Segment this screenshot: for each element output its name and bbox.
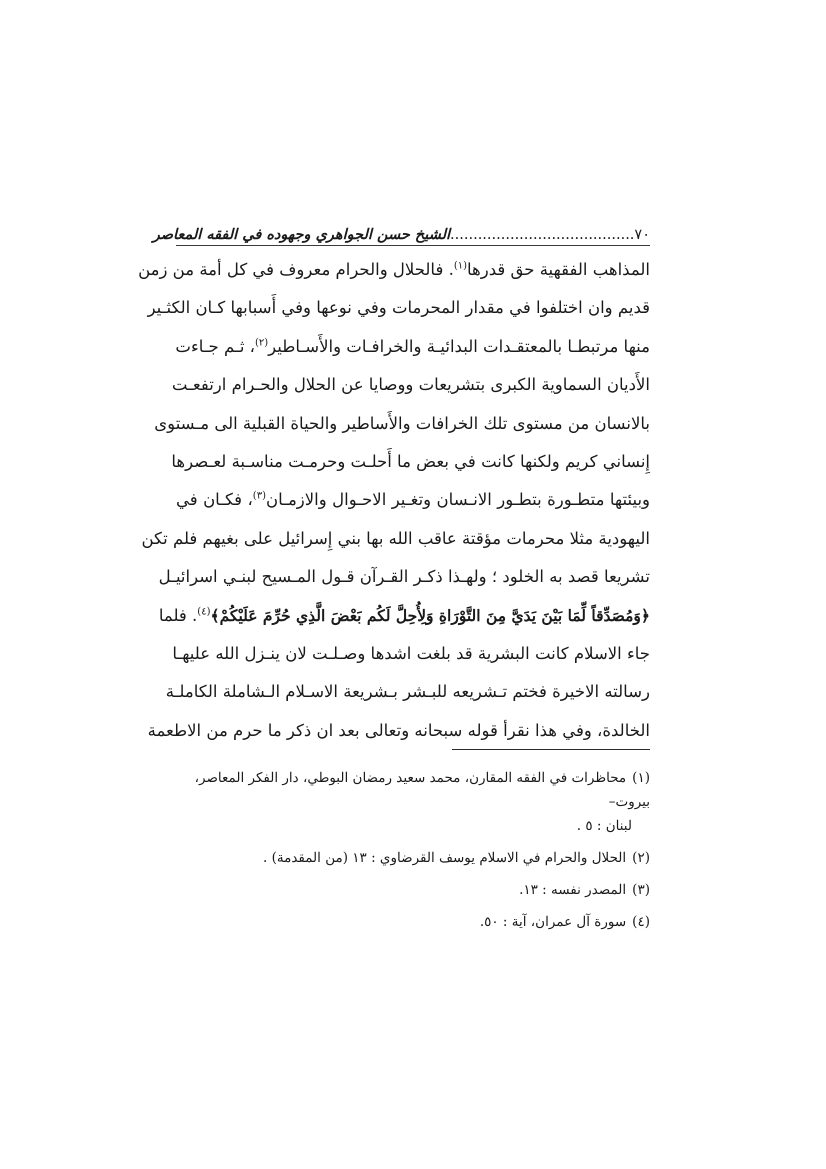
page-number: ٧٠ <box>634 227 650 243</box>
footnote-separator <box>452 749 650 750</box>
footnote <box>176 766 650 838</box>
footnote-ref[interactable]: (٢) <box>254 337 269 349</box>
footnote-text: سورة آل عمران، آية : ٥٠. <box>479 914 627 930</box>
body-text <box>138 251 650 750</box>
footnote-ref[interactable]: (١) <box>453 260 468 272</box>
leader-dots: ........................................ <box>450 227 635 243</box>
body-line: إِنساني كريم ولكنها كانت في بعض ما أَحلـت وحرمـت مناسـبة لعـصرها <box>171 451 650 471</box>
footnote-text: المصدر نفسه : ١٣. <box>519 882 627 898</box>
footnote-text: الحلال والحرام في الاسلام يوسف القرضاوي : ١٣ (من المقدمة) . <box>263 850 627 866</box>
quran-verse: ﴿وَمُصَدِّقاً لِّمَا بَيْنَ يَدَيَّ مِنَ التَّوْرَاةِ وَلِأُحِلَّ لَكُم بَعْضَ الَّذِي حُرِّمَ عَلَيْكُمْ﴾ <box>210 605 650 625</box>
footnote-ref[interactable]: (٤) <box>197 606 211 618</box>
footnote <box>176 878 650 902</box>
footnote-number: (٤) <box>632 914 650 930</box>
footnotes <box>176 766 650 942</box>
body-line: المذاهب الفقهية حق قدرها$^{(١)}$. فالحلال والحرام معروف في كل أمة من زمن <box>138 260 650 279</box>
body-line: رسالته الاخيرة فختم تـشريعه للبـشر بـشريعة الاسـلام الـشاملة الكاملـة <box>165 682 650 702</box>
footnote-number: (٢) <box>632 850 650 866</box>
body-line: اليهودية مثلا محرمات مؤقتة عاقب الله بها بني إِسرائيل على بغيهم فلم تكن <box>141 528 650 548</box>
footnote <box>176 846 650 870</box>
page-header <box>152 217 650 246</box>
body-line: الخالدة، وفي هذا نقرأ قوله سبحانه وتعالى بعد ان ذكر ما حرم من الاطعمة <box>147 720 650 740</box>
footnote <box>176 910 650 934</box>
body-line: وبيئتها متطـورة بتطـور الانـسان وتغـير الاحـوال والازمـان$^{(٣)}$، فكـان في <box>176 490 650 510</box>
footnote-number: (١) <box>632 770 650 786</box>
footnote-number: (٣) <box>632 882 650 898</box>
footnote-ref[interactable]: (٣) <box>252 490 266 502</box>
body-line: جاء الاسلام كانت البشرية قد بلغت اشدها وصـلـت لان ينـزل الله عليهـا <box>172 643 650 663</box>
body-line: منها مرتبطـا بالمعتقـدات البدائيـة والخرافـات والأَسـاطير$^{(٢)}$، ثـم جـاءت <box>175 336 650 356</box>
running-title: الشيخ حسن الجواهري وجهوده في الفقه المعاصر <box>152 226 451 243</box>
body-line: بالانسان من مستوى تلك الخرافات والأَساطير والحياة القبلية الى مـستوى <box>154 413 650 433</box>
body-line: قديم وان اختلفوا في مقدار المحرمات وفي نوعها وفي أَسبابها كـان الكثـير <box>147 298 650 318</box>
body-line: ﴿وَمُصَدِّقاً لِّمَا بَيْنَ يَدَيَّ مِنَ التَّوْرَاةِ وَلِأُحِلَّ لَكُم بَعْضَ الَّذِي حُرِّمَ عَلَيْكُمْ﴾$^{(٤)}$. فلما <box>158 605 650 625</box>
footnote-continuation: لبنان : ٥ . <box>576 818 632 834</box>
body-line: تشريعا قصد به الخلود ؛ ولهـذا ذكـر القـرآن قـول المـسيح لبنـي اسرائيـل <box>158 567 650 587</box>
body-line: الأَديان السماوية الكبرى بتشريعات ووصايا عن الحلال والحـرام ارتفعـت <box>171 375 650 395</box>
footnote-text: محاظرات في الفقه المقارن، محمد سعيد رمضان البوطي، دار الفكر المعاصر، بيروت– <box>194 770 650 810</box>
